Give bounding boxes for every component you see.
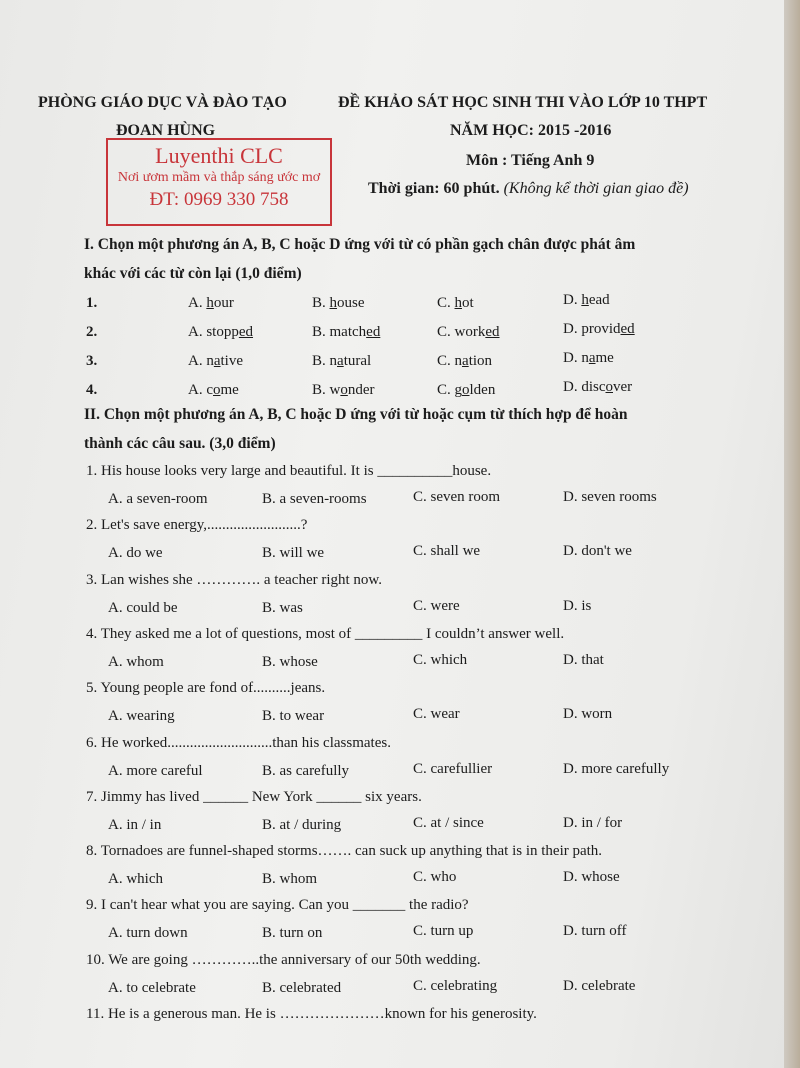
underlined-sound: a <box>213 353 221 369</box>
answer-option: A. turn down <box>108 925 188 942</box>
option-text: B. <box>312 295 330 311</box>
section1-row-number: 4. <box>86 382 98 398</box>
pronunciation-option <box>563 292 610 309</box>
answer-option: C. shall we <box>413 543 481 560</box>
pronunciation-option <box>563 379 632 396</box>
underlined-sound: h <box>454 295 463 311</box>
header-exam-title: ĐỀ KHẢO SÁT HỌC SINH THI VÀO LỚP 10 THPT <box>338 94 708 111</box>
section1-title-cont: khác với các từ còn lại (1,0 điểm) <box>84 265 302 282</box>
answer-option: B. whose <box>262 653 318 670</box>
question-text: 5. Young people are fond of..........jeans. <box>86 680 326 697</box>
option-text: ouse <box>337 295 365 311</box>
answer-option: B. to wear <box>262 708 325 725</box>
stamp-line2: Nơi ươm mầm và thắp sáng ước mơ <box>117 170 321 185</box>
pronunciation-option <box>312 295 365 312</box>
section2-title: II. Chọn một phương án A, B, C hoặc D ứng với từ hoặc cụm từ thích hợp để hoàn <box>84 406 628 423</box>
answer-option: D. in / for <box>563 814 623 831</box>
question-text: 8. Tornadoes are funnel-shaped storms……. can suck up anything that is in their path. <box>86 843 603 860</box>
pronunciation-option <box>563 321 635 338</box>
section1-row-number: 2. <box>86 324 98 340</box>
underlined-sound: o <box>213 382 221 398</box>
option-text: A. <box>188 295 207 311</box>
red-stamp <box>106 138 332 226</box>
underlined-sound: o <box>462 382 470 398</box>
underlined-sound: a <box>337 353 344 369</box>
underlined-sound: h <box>329 295 338 311</box>
option-text: ver <box>613 379 633 395</box>
pronunciation-option <box>437 295 474 312</box>
option-text: ot <box>462 295 474 311</box>
pronunciation-option <box>188 324 253 341</box>
underlined-sound: o <box>340 382 348 398</box>
answer-option: D. is <box>563 597 592 614</box>
question-text: 3. Lan wishes she …………. a teacher right now. <box>86 571 383 588</box>
answer-option: B. whom <box>262 871 318 888</box>
answer-option: D. more carefully <box>563 760 670 777</box>
answer-option: D. turn off <box>563 923 627 940</box>
answer-option: D. celebrate <box>563 977 636 994</box>
header-school-year: NĂM HỌC: 2015 -2016 <box>450 122 612 139</box>
option-text: C. g <box>437 382 463 398</box>
question-text: 9. I can't hear what you are saying. Can you _______ the radio? <box>86 897 469 914</box>
answer-option: A. could be <box>108 599 178 616</box>
answer-option: B. at / during <box>262 816 342 833</box>
answer-option: B. celebrated <box>262 979 342 996</box>
answer-option: A. in / in <box>108 816 162 833</box>
section1-row-number: 3. <box>86 353 98 369</box>
pronunciation-option <box>312 353 371 370</box>
answer-option: D. don't we <box>563 543 632 560</box>
table-edge <box>784 0 800 1068</box>
pronunciation-option <box>188 353 243 370</box>
answer-option: C. which <box>413 651 468 668</box>
answer-option: C. seven room <box>413 489 501 505</box>
question-text: 11. He is a generous man. He is …………………known for his generosity. <box>86 1006 537 1022</box>
option-text: tural <box>343 353 372 369</box>
option-text: C. n <box>437 353 463 369</box>
answer-option: B. turn on <box>262 925 323 942</box>
section1-row-number: 1. <box>86 295 98 311</box>
option-text: tion <box>468 353 493 369</box>
answer-option: C. who <box>413 869 457 886</box>
answer-option: B. will we <box>262 545 325 562</box>
answer-option: A. whom <box>108 653 164 670</box>
option-text: C. <box>437 295 455 311</box>
answer-option: B. as carefully <box>262 762 350 779</box>
question-text: 10. We are going …………..the anniversary of our 50th wedding. <box>86 951 481 968</box>
pronunciation-option <box>563 350 614 367</box>
option-text: D. provid <box>563 321 621 337</box>
section2-title-cont: thành các câu sau. (3,0 điểm) <box>84 435 276 452</box>
option-text: B. w <box>312 382 341 398</box>
option-text: our <box>213 295 234 311</box>
answer-option: B. was <box>262 599 303 616</box>
question-text: 7. Jimmy has lived ______ New York ______ six years. <box>86 788 422 805</box>
answer-option: A. do we <box>108 545 163 562</box>
answer-option: C. were <box>413 597 460 614</box>
option-text: D. n <box>563 350 589 366</box>
underlined-sound: o <box>605 379 613 395</box>
answer-option: A. which <box>108 871 163 888</box>
option-text: A. n <box>188 353 214 369</box>
underlined-sound: ed <box>485 324 500 340</box>
pronunciation-option <box>188 382 239 399</box>
question-text: 2. Let's save energy,.........................? <box>86 517 308 534</box>
option-text: lden <box>469 382 496 398</box>
answer-option: A. wearing <box>108 708 175 725</box>
answer-option: A. to celebrate <box>108 979 196 996</box>
question-text: 1. His house looks very large and beautiful. It is __________house. <box>86 463 492 479</box>
question-text: 4. They asked me a lot of questions, most of _________ I couldn’t answer well. <box>86 625 565 642</box>
header-district: ĐOAN HÙNG <box>116 122 216 139</box>
header-subject: Môn : Tiếng Anh 9 <box>466 152 595 169</box>
header-time <box>368 180 689 198</box>
option-text: D. disc <box>563 379 606 395</box>
option-text: C. work <box>437 324 486 340</box>
answer-option: D. worn <box>563 706 613 723</box>
option-text: B. match <box>312 324 367 340</box>
option-text: me <box>220 382 239 398</box>
underlined-sound: h <box>206 295 214 311</box>
option-text: A. stopp <box>188 324 239 340</box>
stamp-line1: Luyenthi CLC <box>155 143 283 168</box>
answer-option: D. whose <box>563 869 620 886</box>
pronunciation-option <box>437 324 500 341</box>
stamp-line3: ĐT: 0969 330 758 <box>149 189 289 210</box>
underlined-sound: a <box>588 350 596 366</box>
time-label: Thời gian: 60 phút. <box>368 180 500 197</box>
answer-option: C. turn up <box>413 923 474 940</box>
pronunciation-option <box>437 382 495 399</box>
pronunciation-option <box>437 353 492 370</box>
underlined-sound: a <box>462 353 469 369</box>
pronunciation-option <box>312 382 375 399</box>
question-text: 6. He worked............................than his classmates. <box>86 734 391 751</box>
underlined-sound: ed <box>620 321 635 337</box>
answer-option: A. a seven-room <box>108 491 208 507</box>
option-text: A. c <box>188 382 213 398</box>
answer-option: D. that <box>563 651 604 668</box>
option-text: ead <box>588 292 610 308</box>
underlined-sound: ed <box>238 324 254 340</box>
option-text: D. <box>563 292 582 308</box>
answer-option: C. at / since <box>413 814 484 831</box>
underlined-sound: ed <box>366 324 381 340</box>
option-text: tive <box>220 353 244 369</box>
answer-option: C. carefullier <box>413 760 493 777</box>
option-text: B. n <box>312 353 338 369</box>
header-department: PHÒNG GIÁO DỤC VÀ ĐÀO TẠO <box>38 94 287 111</box>
time-note: (Không kể thời gian giao đề) <box>503 180 689 197</box>
answer-option: C. wear <box>413 706 460 723</box>
answer-option: A. more careful <box>108 762 203 779</box>
answer-option: D. seven rooms <box>563 489 657 505</box>
answer-option: B. a seven-rooms <box>262 491 367 507</box>
option-text: nder <box>347 382 375 398</box>
underlined-sound: h <box>581 292 589 308</box>
pronunciation-option <box>188 295 234 312</box>
option-text: me <box>595 350 614 366</box>
pronunciation-option <box>312 324 380 341</box>
answer-option: C. celebrating <box>413 977 498 994</box>
section1-title: I. Chọn một phương án A, B, C hoặc D ứng với từ có phần gạch chân được phát âm <box>84 236 636 253</box>
